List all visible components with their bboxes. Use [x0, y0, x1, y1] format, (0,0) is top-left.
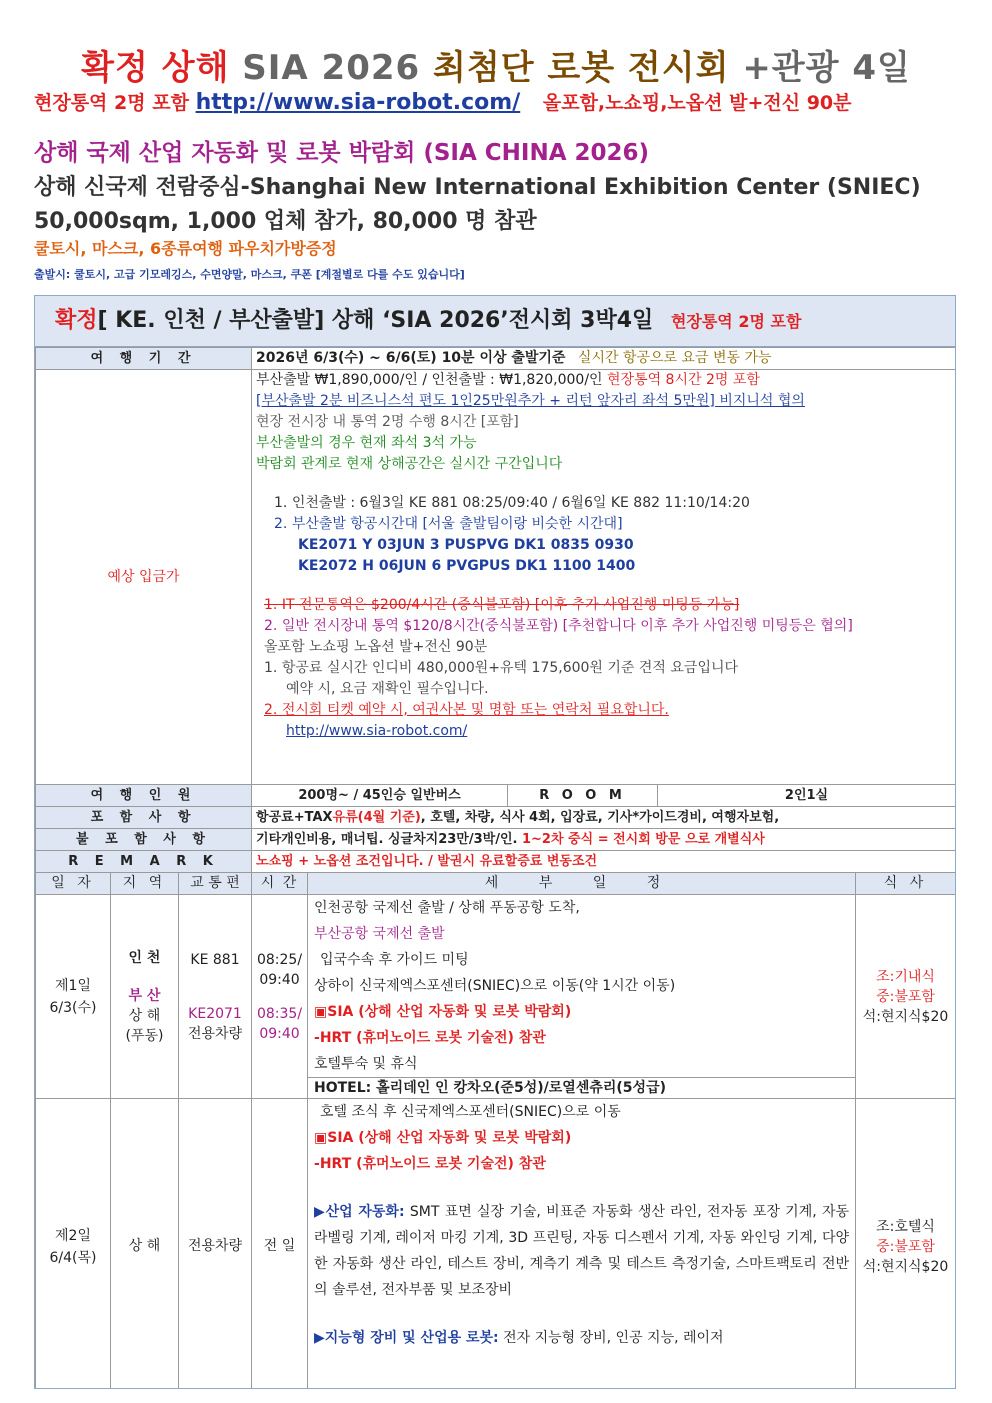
title-confirmed: 확정: [81, 48, 149, 88]
exclude-row: [36, 829, 956, 851]
price-main: 부산출발 ₩1,890,000/인 / 인천출발 : ₩1,820,000/인: [256, 372, 603, 388]
day2-date: 제2일: [55, 1227, 91, 1244]
period-note: 실시간 항공으로 요금 변동 가능: [577, 350, 772, 366]
room-value: 2인1실: [658, 785, 956, 807]
exclude-lunch: 1~2차 중식 = 전시회 방문 으로 개별식사: [521, 832, 765, 847]
col-transport: 교 통 편: [179, 873, 252, 895]
itinerary-box: [34, 295, 956, 1389]
price-interp-included: 현장 전시장 내 통역 2명 수행 8시간 [포함]: [256, 414, 519, 430]
interp-general-option: 2. 일반 전시장내 통역 $120/8시간(중식불포함) [추천합니다 이후 추가 사업진행 미팅등은 협의]: [264, 618, 853, 634]
expo-name: 상해 국제 산업 자동화 및 로봇 박람회 (SIA CHINA 2026): [34, 140, 650, 166]
day1-s5: ▣SIA (상해 산업 자동화 및 로봇 박람회): [314, 1004, 572, 1020]
expo-link[interactable]: http://www.sia-robot.com/: [286, 723, 468, 739]
remark-value: 노쇼핑 + 노옵션 조건입니다. / 발권시 유료할증료 변동조건: [252, 851, 956, 873]
day1-region-busan: 부 산: [128, 987, 161, 1004]
exclude-label: 불 포 함 사 항: [36, 829, 252, 851]
day2-meal-dinner: 석:현지식$20: [862, 1258, 949, 1275]
col-time: 시 간: [252, 873, 308, 895]
heading-title: [ KE. 인천 / 부산출발] 상해 ‘SIA 2026’전시회 3박4일: [97, 308, 654, 333]
page-title: [0, 40, 992, 89]
day1-meal-lunch: 중:불포함: [876, 988, 935, 1005]
day2-date-value: 6/4(목): [49, 1249, 97, 1266]
day2-robot-body: 전자 지능형 장비, 인공 지능, 레이저: [503, 1330, 724, 1346]
day1-s3: 입국수속 후 가이드 미팅: [320, 952, 469, 968]
day1-s1: 인천공항 국제선 출발 / 상해 푸동공항 도착,: [314, 900, 580, 916]
price-row: [36, 370, 956, 785]
col-region: 지 역: [111, 873, 179, 895]
itinerary-table: [35, 347, 956, 1389]
airfare-note: 1. 항공료 실시간 인디비 480,000원+유텍 175,600원 기준 견적 요금입니다: [264, 660, 739, 676]
interp-it-option: 1. IT 전문통역은 $200/4시간 (중식불포함) [이후 추가 사업진행 미팅등 가능]: [264, 597, 740, 613]
period-row: [36, 348, 956, 370]
day1-s2: 부산공항 국제선 출발: [314, 926, 445, 942]
day2-s1: 호텔 조식 후 신국제엑스포센터(SNIEC)으로 이동: [320, 1104, 621, 1120]
expo-scale: 50,000sqm, 1,000 업체 참가, 80,000 명 참관: [34, 209, 537, 234]
flight-ke2072: KE2072 H 06JUN 6 PVGPUS DK1 1100 1400: [298, 558, 636, 574]
day1-date: 제1일: [55, 977, 91, 994]
all-inclusive-note: 올포함 노쇼핑 노옵션 발+전신 90분: [264, 639, 488, 655]
day1-s6: -HRT (휴머노이드 로봇 기술전) 참관: [314, 1030, 546, 1046]
people-value: 200명~ / 45인승 일반버스: [252, 785, 508, 807]
col-detail: 세 부 일 정: [308, 873, 856, 895]
day2-time: 전 일: [252, 1099, 308, 1390]
col-date: 일 자: [36, 873, 111, 895]
reconfirm-note: 예약 시, 요금 재확인 필수입니다.: [286, 681, 489, 697]
day1-time-busan-dep: 08:35/: [256, 1005, 303, 1022]
heading-confirmed: 확정: [55, 308, 98, 333]
exclude-personal: 기타개인비용, 매너팁. 싱글차지23만/3박/인.: [256, 832, 518, 847]
people-label: 여 행 인 원: [36, 785, 252, 807]
include-row: [36, 807, 956, 829]
title-tour: +관광 4일: [742, 48, 911, 88]
ticket-note: 2. 전시회 티켓 예약 시, 여권사본 및 명함 또는 연락처 필요합니다.: [264, 702, 669, 718]
day2-region: 상 해: [111, 1099, 179, 1390]
day2-row: [36, 1099, 956, 1390]
day1-hotel: HOTEL: 홀리데인 인 캉차오(준5성)/로열센츄리(5성급): [308, 1077, 855, 1098]
day1-flight-ke2071: KE2071: [188, 1005, 242, 1022]
day1-flight-ke881: KE 881: [190, 951, 240, 968]
day2-meal-breakfast: 조:호텔식: [876, 1218, 935, 1235]
price-business: [부산출발 2분 비즈니스석 편도 1인25만원추가 + 리턴 앞자리 좌석 5만원] 비지니석 협의: [256, 393, 805, 409]
title-event: SIA 2026: [242, 48, 421, 88]
heading-interpreter: 현장통역 2명 포함: [670, 312, 802, 331]
day2-robot-head: ▶지능형 장비 및 산업용 로봇:: [314, 1330, 499, 1346]
venue-name: 상해 신국제 전람중심-Shanghai New International Exhibition Center (SNIEC): [34, 175, 921, 200]
remark-label: R E M A R K: [36, 851, 252, 873]
schedule-header: [36, 873, 956, 895]
day1-bus: 전용차량: [187, 1025, 243, 1042]
day1-region-incheon: 인 천: [128, 949, 161, 966]
people-row: [36, 785, 956, 807]
price-interpreter: 현장통역 8시간 2명 포함: [607, 372, 760, 388]
price-realtime: 박람회 관계로 현재 상해공간은 실시간 구간입니다: [256, 456, 563, 472]
gift-info: 쿨토시, 마스크, 6종류여행 파우치가방증정: [34, 239, 337, 258]
include-fuel: 유류(4월 기준): [332, 810, 421, 825]
title-city: 상해: [161, 48, 230, 88]
day2-s3: -HRT (휴머노이드 로봇 기술전) 참관: [314, 1156, 546, 1172]
day1-date-value: 6/3(수): [49, 999, 97, 1016]
price-label: 예상 입금가: [36, 370, 252, 785]
include-rest: , 호텔, 차량, 식사 4회, 입장료, 기사*가이드경비, 여행자보험,: [420, 810, 780, 825]
remark-row: [36, 851, 956, 873]
subtitle: [34, 88, 992, 115]
itinerary-heading: [35, 296, 955, 347]
day2-transport: 전용차량: [179, 1099, 252, 1390]
title-robot: 최첨단 로봇 전시회: [433, 48, 730, 88]
day2-auto-body: SMT 표면 실장 기술, 비표준 자동화 생산 라인, 전자동 포장 기계, 자동 라벨링 기계, 레이저 마킹 기계, 3D 프린팅, 자동 디스펜서 기계, 자동 와인딩 기계, 다양한 자동화 생산 라인, 테스트 장비, 계측기 계측 및 테스트 측정기술, 스마트팩토리 전반의 솔루션, 전자부품 및 보조장비: [314, 1204, 850, 1298]
day2-s2: ▣SIA (상해 산업 자동화 및 로봇 박람회): [314, 1130, 572, 1146]
day1-row: [36, 895, 956, 1099]
price-busan-seats: 부산출발의 경우 현재 좌석 3석 가능: [256, 435, 477, 451]
day1-meal-dinner: 석:현지식$20: [862, 1008, 949, 1025]
day2-meal-lunch: 중:불포함: [876, 1238, 935, 1255]
day1-time-dep: 08:25/: [256, 951, 303, 968]
day1-region-shanghai: 상 해: [128, 1007, 161, 1024]
subtitle-link[interactable]: http://www.sia-robot.com/: [195, 90, 521, 115]
flight-busan: 2. 부산출발 항공시간대 [서울 출발팀이랑 비슷한 시간대]: [274, 516, 623, 532]
include-label: 포 함 사 항: [36, 807, 252, 829]
day1-region-pudong: (푸동): [125, 1027, 164, 1044]
day1-s7: 호텔투숙 및 휴식: [314, 1056, 418, 1072]
day2-auto-head: ▶산업 자동화:: [314, 1204, 405, 1220]
include-airfare: 항공료+TAX: [256, 810, 333, 825]
flight-ke2071: KE2071 Y 03JUN 3 PUSPVG DK1 0835 0930: [298, 537, 634, 553]
departure-gifts: 출발시: 쿨토시, 고급 기모레깅스, 수면양말, 마스크, 쿠폰 [계절별로 다를 수도 있습니다]: [34, 268, 465, 281]
day1-time-busan-arr: 09:40: [259, 1025, 300, 1042]
period-value: 2026년 6/3(수) ~ 6/6(토) 10분 이상 출발기준: [256, 350, 566, 366]
day1-time-arr: 09:40: [259, 971, 300, 988]
subtitle-options: 올포함,노쇼핑,노옵션 발+전신 90분: [542, 92, 852, 114]
day1-s4: 상하이 신국제엑스포센터(SNIEC)으로 이동(약 1시간 이동): [314, 978, 676, 994]
flight-incheon: 1. 인천출발 : 6월3일 KE 881 08:25/09:40 / 6월6일 KE 882 11:10/14:20: [274, 495, 750, 511]
day1-meal-breakfast: 조:기내식: [876, 968, 935, 985]
col-meal: 식 사: [856, 873, 956, 895]
period-label: 여 행 기 간: [36, 348, 252, 370]
room-label: R O O M: [508, 785, 658, 807]
subtitle-interpreter: 현장통역 2명 포함: [34, 92, 189, 114]
